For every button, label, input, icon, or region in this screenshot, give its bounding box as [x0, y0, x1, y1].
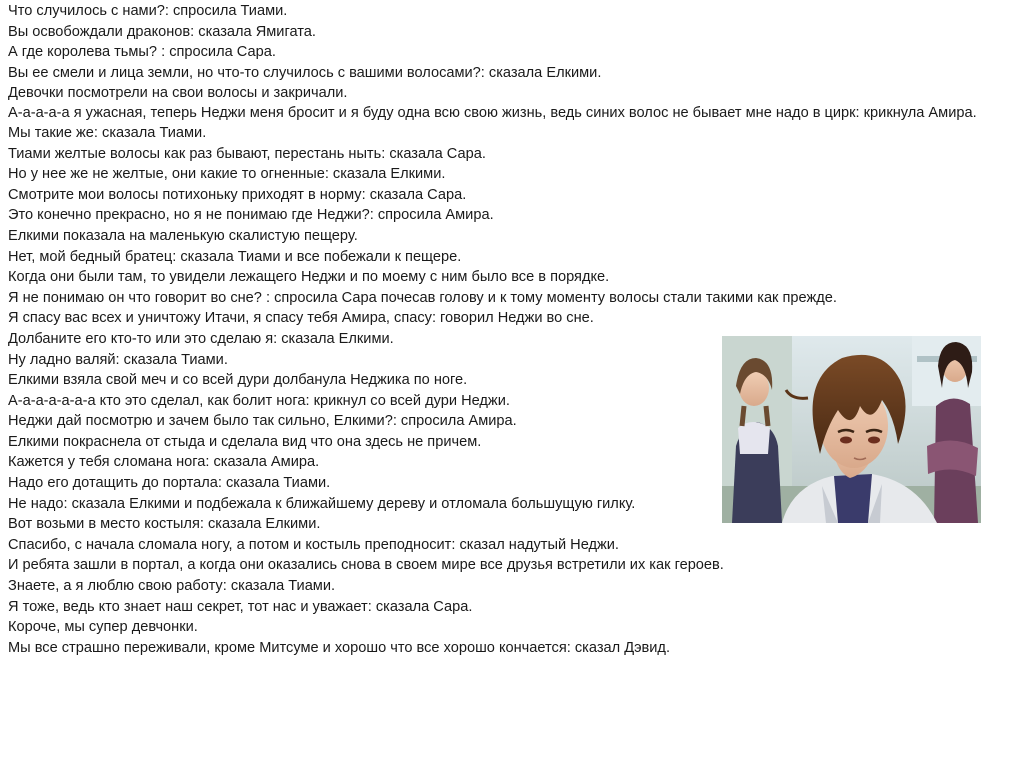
story-line: Я спасу вас всех и уничтожу Итачи, я спасу тебя Амира, спасу: говорил Неджи во сне. — [8, 310, 594, 327]
story-line: Когда они были там, то увидели лежащего Неджи и по моему с ним было все в порядке. — [8, 269, 610, 286]
anime-characters-image — [722, 336, 981, 523]
story-line: Елкими покраснела от стыда и сделала вид что она здесь не причем. — [8, 433, 482, 450]
story-line: Спасибо, с начала сломала ногу, а потом и костыль преподносит: сказал надутый Неджи. — [8, 536, 619, 553]
story-line: Короче, мы супер девчонки. — [8, 619, 198, 636]
story-line: Елкими взяла свой меч и со всей дури долбанула Неджика по ноге. — [8, 372, 468, 389]
story-line: Вот возьми в место костыля: сказала Елкими. — [8, 516, 321, 533]
story-line: Елкими показала на маленькую скалистую пещеру. — [8, 227, 358, 244]
story-line: Девочки посмотрели на свои волосы и закричали. — [8, 85, 348, 102]
story-line: Вы освобождали драконов: сказала Ямигата. — [8, 23, 316, 40]
story-line: Это конечно прекрасно, но я не понимаю где Неджи?: спросила Амира. — [8, 207, 494, 224]
story-line: Тиами желтые волосы как раз бывают, перестань ныть: сказала Сара. — [8, 145, 486, 162]
story-line: Смотрите мои волосы потихоньку приходят в норму: сказала Сара. — [8, 186, 467, 203]
story-line: А-а-а-а-а я ужасная, теперь Неджи меня бросит и я буду одна всю свою жизнь, ведь синих волос не бывает мне надо в цирк: крикнула Амира. — [8, 104, 977, 121]
story-line: Мы такие же: сказала Тиами. — [8, 124, 207, 141]
story-line: Ну ладно валяй: сказала Тиами. — [8, 351, 228, 368]
story-line: А-а-а-а-а-а-а кто это сделал, как болит нога: крикнул со всей дури Неджи. — [8, 392, 510, 409]
story-line: Знаете, а я люблю свою работу: сказала Тиами. — [8, 578, 336, 595]
story-line: Надо его дотащить до портала: сказала Тиами. — [8, 475, 331, 492]
story-line: Что случилось с нами?: спросила Тиами. — [8, 3, 288, 19]
story-line: Я не понимаю он что говорит во сне? : спросила Сара почесав голову и к тому моменту волосы стали такими как прежде. — [8, 289, 837, 306]
story-line: А где королева тьмы? : спросила Сара. — [8, 44, 276, 61]
story-line: Но у нее же не желтые, они какие то огненные: сказала Елкими. — [8, 166, 446, 183]
story-line: И ребята зашли в портал, а когда они оказались снова в своем мире все друзья встретили их как героев. — [8, 557, 724, 574]
story-line: Неджи дай посмотрю и зачем было так сильно, Елкими?: спросила Амира. — [8, 413, 517, 430]
story-line: Кажется у тебя сломана нога: сказала Амира. — [8, 454, 320, 471]
story-text — [8, 1, 1013, 658]
story-line: Долбаните его кто-то или это сделаю я: сказала Елкими. — [8, 330, 394, 347]
story-line: Мы все страшно переживали, кроме Митсуме и хорошо что все хорошо кончается: сказал Дэвид. — [8, 639, 670, 656]
story-line: Нет, мой бедный братец: сказала Тиами и все побежали к пещере. — [8, 248, 462, 265]
story-line: Я тоже, ведь кто знает наш секрет, тот нас и уважает: сказала Сара. — [8, 598, 473, 615]
story-line: Не надо: сказала Елкими и подбежала к ближайшему дереву и отломала большущую гилку. — [8, 495, 636, 512]
story-line: Вы ее смели и лица земли, но что-то случилось с вашими волосами?: сказала Елкими. — [8, 64, 602, 81]
